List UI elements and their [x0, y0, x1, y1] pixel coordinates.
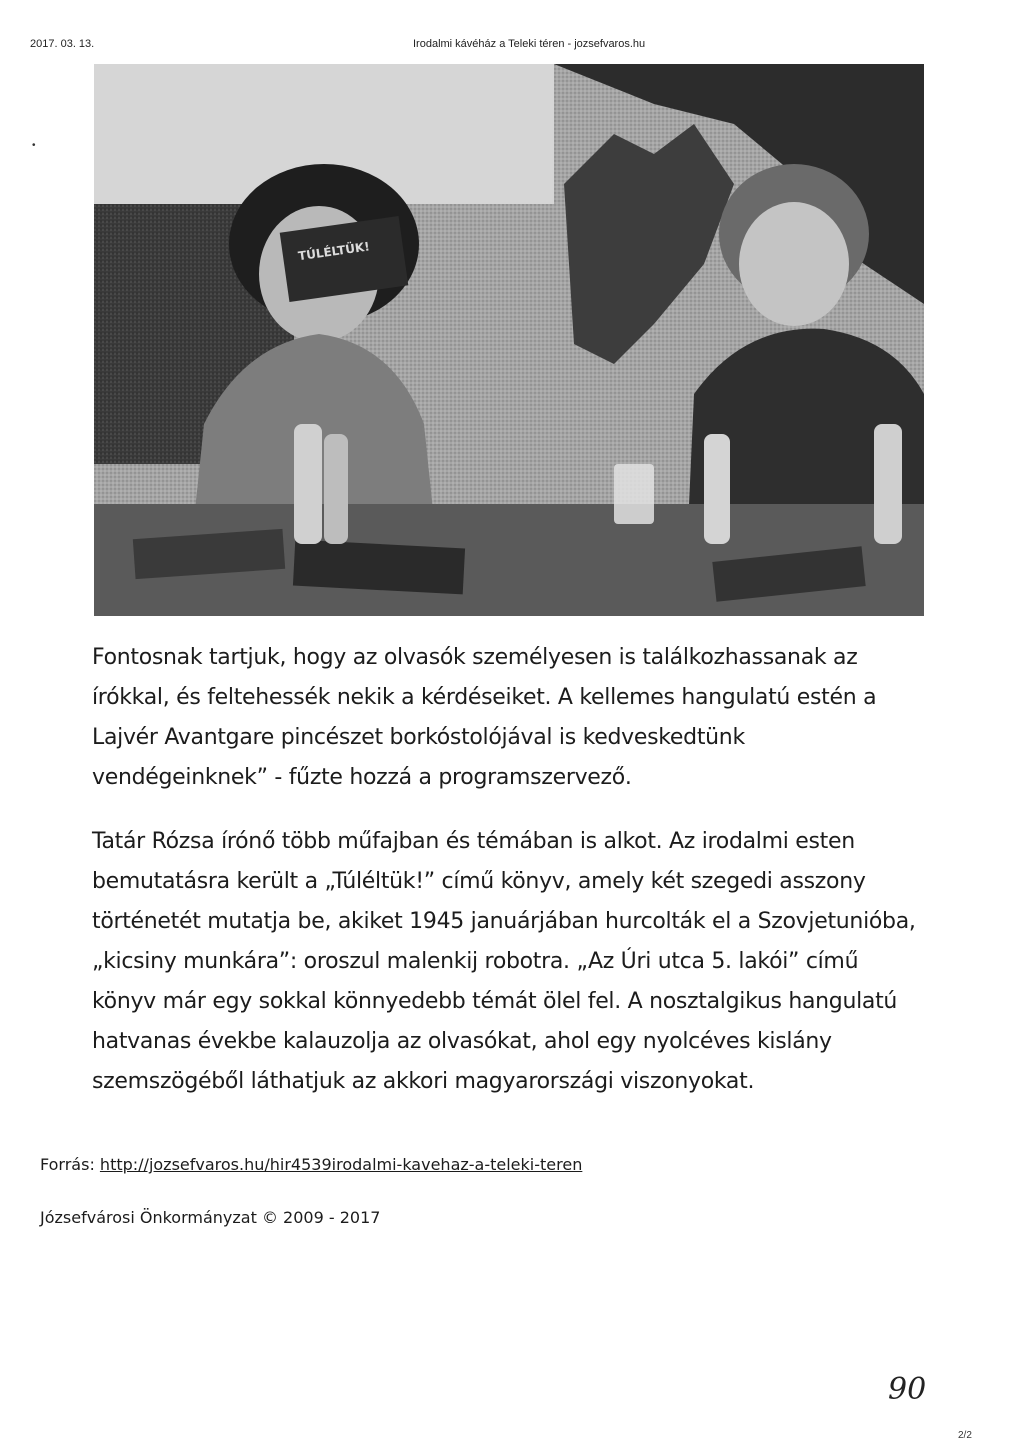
- article-photo: [94, 64, 924, 616]
- print-header: [0, 38, 1024, 54]
- article-paragraph-2: Tatár Rózsa írónő több műfajban és témában is alkot. Az irodalmi esten bemutatásra került a „Túléltük!” című könyv, amely két szegedi asszony történetét mutatja be, akiket 1945 januárjában hurcolták el a Szovjetunióba, „kicsiny munkára”: oroszul malenkij robotra. „Az Úri utca 5. lakói” című könyv már egy sokkal könnyedebb témát ölel fel. A nosztalgikus hangulatú hatvanas évekbe kalauzolja az olvasókat, ahol egy nyolcéves kislány szemszögéből láthatjuk az akkori magyarországi viszonyokat.: [92, 829, 916, 1094]
- source-label: Forrás:: [40, 1155, 100, 1174]
- photo-woman-right-face: [739, 202, 849, 326]
- copyright-notice: Józsefvárosi Önkormányzat © 2009 - 2017: [40, 1208, 381, 1227]
- photo-glass: [614, 464, 654, 524]
- scan-speck: •: [32, 140, 36, 151]
- print-page-fraction: 2/2: [958, 1430, 972, 1441]
- print-page-title: Irodalmi kávéház a Teleki téren - jozsefvaros.hu: [413, 38, 646, 50]
- photo-table-book-2: [293, 540, 465, 595]
- photo-illustration: [94, 64, 924, 616]
- article-body: [92, 638, 922, 1102]
- photo-bottle-3: [704, 434, 730, 544]
- article-footer: [40, 1155, 940, 1227]
- article-paragraph-1: Fontosnak tartjuk, hogy az olvasók személyesen is találkozhassanak az írókkal, és feltehessék nekik a kérdéseiket. A kellemes hangulatú estén a Lajvér Avantgare pincészet borkóstolójával is kedveskedtünk vendégeinknek” - fűzte hozzá a programszervező.: [92, 645, 877, 790]
- source-line: [40, 1155, 940, 1174]
- photo-bottle-2: [324, 434, 348, 544]
- photo-bottle-1: [294, 424, 322, 544]
- handwritten-page-number: 90: [888, 1372, 927, 1407]
- photo-book-cover-text: TÚLÉLTÜK!: [297, 239, 371, 264]
- source-link[interactable]: http://jozsefvaros.hu/hir4539irodalmi-kavehaz-a-teleki-teren: [99, 1155, 583, 1174]
- print-date: 2017. 03. 13.: [30, 38, 95, 50]
- photo-bottle-4: [874, 424, 902, 544]
